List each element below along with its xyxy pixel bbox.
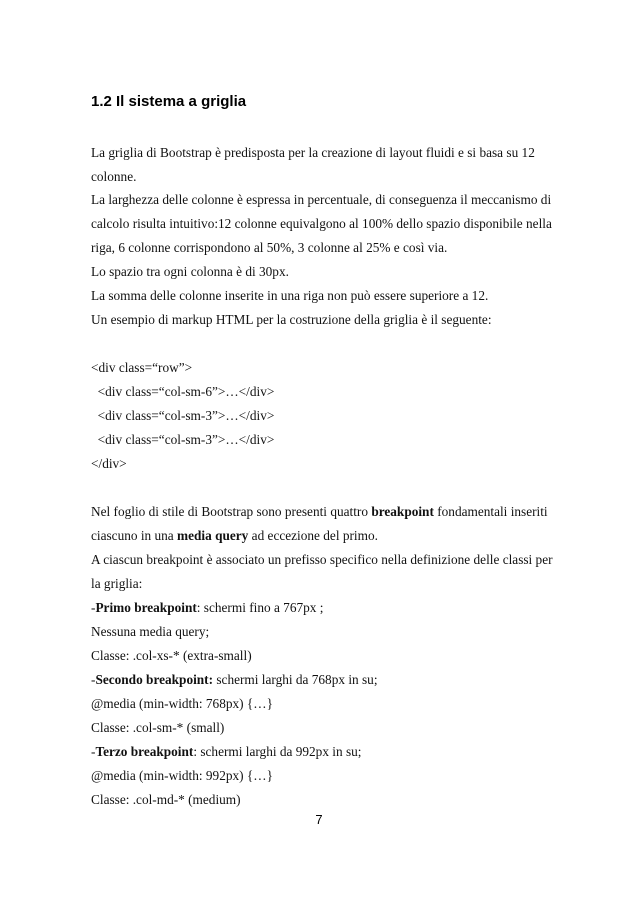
body-line: riga, 6 colonne corrispondono al 50%, 3 colonne al 25% e così via.: [91, 240, 448, 255]
text: ciascuno in una: [91, 528, 178, 543]
text: fondamentali inseriti: [433, 504, 548, 519]
body-line: Classe: .col-md-* (medium): [91, 792, 241, 807]
bold-term: Primo breakpoint: [95, 600, 197, 615]
text: Nel foglio di stile di Bootstrap sono presenti quattro: [91, 504, 372, 519]
body-line: Classe: .col-sm-* (small): [91, 720, 225, 735]
text: : schermi fino a 767px ;: [196, 600, 324, 615]
text: : schermi larghi da 992px in su;: [193, 744, 362, 759]
text: ad eccezione del primo.: [248, 528, 378, 543]
body-line: [91, 672, 378, 688]
text: -: [91, 744, 96, 759]
code-line: <div class=“col-sm-3”>…</div>: [91, 408, 275, 423]
body-line: [91, 600, 323, 616]
code-line: <div class=“col-sm-3”>…</div>: [91, 432, 275, 447]
body-line: @media (min-width: 768px) {…}: [91, 696, 273, 711]
body-line: Classe: .col-xs-* (extra-small): [91, 648, 252, 663]
code-line: </div>: [91, 456, 127, 471]
body-line: La larghezza delle colonne è espressa in percentuale, di conseguenza il meccanismo di: [91, 192, 552, 207]
body-line: Lo spazio tra ogni colonna è di 30px.: [91, 264, 289, 279]
code-line: <div class=“col-sm-6”>…</div>: [91, 384, 275, 399]
text: schermi larghi da 768px in su;: [213, 672, 378, 687]
code-line: <div class=“row”>: [91, 360, 193, 375]
body-line: Nessuna media query;: [91, 624, 210, 639]
body-line: A ciascun breakpoint è associato un prefisso specifico nella definizione delle classi per: [91, 552, 553, 567]
body-line: [91, 504, 548, 520]
body-line: la griglia:: [91, 576, 143, 591]
body-line: calcolo risulta intuitivo:12 colonne equivalgono al 100% dello spazio disponibile nella: [91, 216, 552, 231]
text: -: [91, 672, 96, 687]
body-line: [91, 528, 378, 544]
bold-term: Secondo breakpoint:: [95, 672, 214, 687]
page-number: 7: [315, 812, 323, 827]
text: -: [91, 600, 96, 615]
body-line: colonne.: [91, 169, 137, 184]
body-line: La somma delle colonne inserite in una riga non può essere superiore a 12.: [91, 288, 489, 303]
section-heading: 1.2 Il sistema a griglia: [91, 93, 247, 110]
bold-term: breakpoint: [371, 504, 434, 519]
body-line: [91, 744, 362, 760]
bold-term: Terzo breakpoint: [95, 744, 194, 759]
bold-term: media query: [177, 528, 249, 543]
body-line: Un esempio di markup HTML per la costruzione della griglia è il seguente:: [91, 312, 492, 327]
body-line: @media (min-width: 992px) {…}: [91, 768, 273, 783]
body-line: La griglia di Bootstrap è predisposta per la creazione di layout fluidi e si basa su 12: [91, 145, 535, 160]
